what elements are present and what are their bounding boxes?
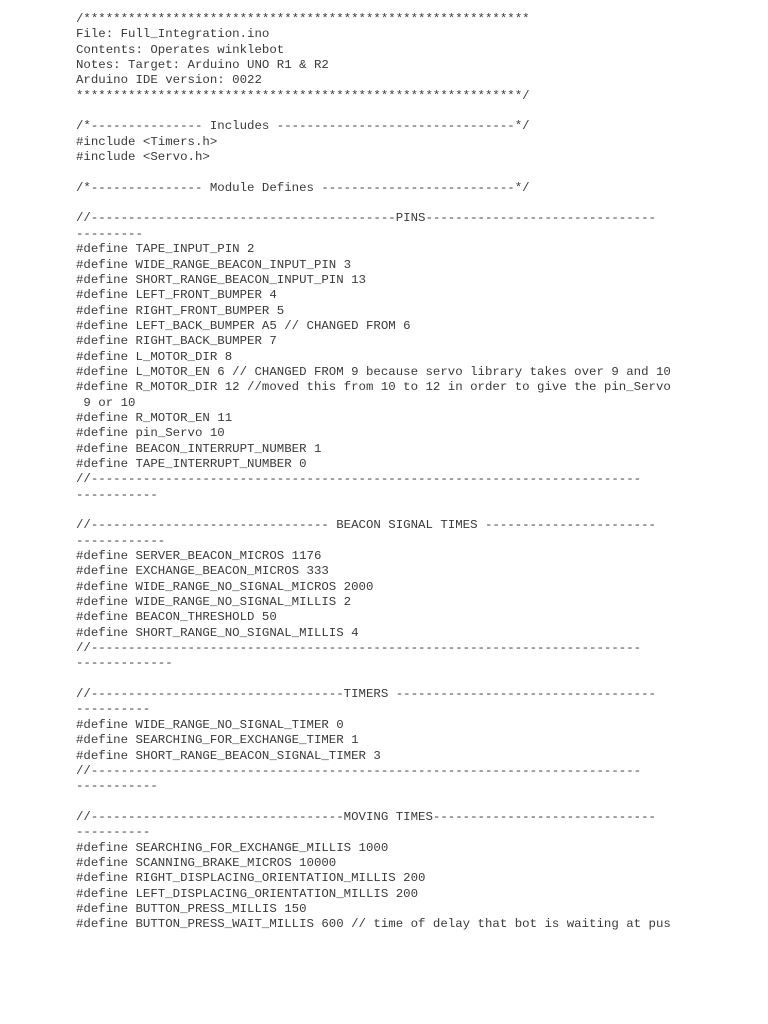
code-line	[76, 165, 756, 180]
code-line: Notes: Target: Arduino UNO R1 & R2	[76, 58, 329, 73]
code-line: File: Full_Integration.ino	[76, 27, 270, 42]
code-line: ---------	[76, 226, 143, 241]
code-line: ----------	[76, 702, 151, 717]
code-line: #include <Servo.h>	[76, 150, 210, 165]
code-line: #define BUTTON_PRESS_MILLIS 150	[76, 901, 307, 916]
code-line: /************************************************************	[76, 12, 530, 26]
code-line	[76, 672, 756, 687]
code-line: #define EXCHANGE_BEACON_MICROS 333	[76, 564, 329, 579]
code-line: #define LEFT_FRONT_BUMPER 4	[76, 288, 277, 303]
code-line: #define SHORT_RANGE_BEACON_INPUT_PIN 13	[76, 272, 366, 287]
code-line: //--------------------------------------------------------------------------	[76, 641, 642, 656]
code-line: //-------------------------------- BEACON SIGNAL TIMES -----------------------	[76, 518, 656, 533]
code-line	[76, 104, 756, 119]
code-line: #define pin_Servo 10	[76, 426, 225, 441]
code-line: #define SHORT_RANGE_NO_SIGNAL_MILLIS 4	[76, 625, 359, 640]
code-line: #define SERVER_BEACON_MICROS 1176	[76, 549, 322, 564]
code-line: ************************************************************/	[76, 88, 530, 103]
code-line: //----------------------------------TIMERS -----------------------------------	[76, 687, 656, 702]
code-line: #define TAPE_INPUT_PIN 2	[76, 242, 255, 257]
code-line: Contents: Operates winklebot	[76, 42, 285, 57]
code-line: #define SCANNING_BRAKE_MICROS 10000	[76, 855, 337, 870]
code-line: #define SHORT_RANGE_BEACON_SIGNAL_TIMER 3	[76, 748, 381, 763]
code-line: #define TAPE_INTERRUPT_NUMBER 0	[76, 456, 307, 471]
code-line: #define R_MOTOR_DIR 12 //moved this from 10 to 12 in order to give the pin_Servo	[76, 380, 671, 395]
code-line: //--------------------------------------------------------------------------	[76, 472, 642, 487]
code-line: #define WIDE_RANGE_NO_SIGNAL_TIMER 0	[76, 717, 344, 732]
code-line	[76, 503, 756, 518]
code-line: /*--------------- Module Defines --------------------------*/	[76, 180, 530, 195]
code-line: 9 or 10	[76, 395, 136, 410]
code-line: #define BEACON_INTERRUPT_NUMBER 1	[76, 441, 322, 456]
code-line: #define L_MOTOR_DIR 8	[76, 349, 233, 364]
code-line	[76, 795, 756, 810]
code-line: #define R_MOTOR_EN 11	[76, 410, 233, 425]
code-line: //-----------------------------------------PINS-------------------------------	[76, 211, 656, 226]
code-line: #define SEARCHING_FOR_EXCHANGE_TIMER 1	[76, 733, 359, 748]
code-line: #define RIGHT_FRONT_BUMPER 5	[76, 303, 285, 318]
code-line: /*--------------- Includes --------------------------------*/	[76, 119, 530, 134]
code-line: #define LEFT_DISPLACING_ORIENTATION_MILLIS 200	[76, 886, 419, 901]
code-line: #define WIDE_RANGE_BEACON_INPUT_PIN 3	[76, 257, 352, 272]
code-line: -----------	[76, 487, 158, 502]
code-line: //----------------------------------MOVING TIMES------------------------------	[76, 809, 656, 824]
code-line: #define RIGHT_BACK_BUMPER 7	[76, 334, 277, 349]
code-line: #define BEACON_THRESHOLD 50	[76, 610, 277, 625]
code-line: #define SEARCHING_FOR_EXCHANGE_MILLIS 1000	[76, 840, 389, 855]
code-line: //--------------------------------------------------------------------------	[76, 763, 642, 778]
code-line: #define L_MOTOR_EN 6 // CHANGED FROM 9 because servo library takes over 9 and 10	[76, 364, 671, 379]
code-line: ----------	[76, 825, 151, 840]
code-line: #define WIDE_RANGE_NO_SIGNAL_MILLIS 2	[76, 595, 352, 610]
code-line	[76, 196, 756, 211]
code-line: #define WIDE_RANGE_NO_SIGNAL_MICROS 2000	[76, 579, 374, 594]
code-line: Arduino IDE version: 0022	[76, 73, 262, 88]
code-line: -----------	[76, 779, 158, 794]
code-line: #define LEFT_BACK_BUMPER A5 // CHANGED FROM 6	[76, 318, 411, 333]
code-line: #define BUTTON_PRESS_WAIT_MILLIS 600 // time of delay that bot is waiting at pus	[76, 917, 671, 932]
source-code-listing	[76, 12, 756, 933]
code-line: ------------	[76, 533, 166, 548]
code-line: #define RIGHT_DISPLACING_ORIENTATION_MILLIS 200	[76, 871, 426, 886]
code-line: #include <Timers.h>	[76, 134, 218, 149]
code-line: -------------	[76, 656, 173, 671]
